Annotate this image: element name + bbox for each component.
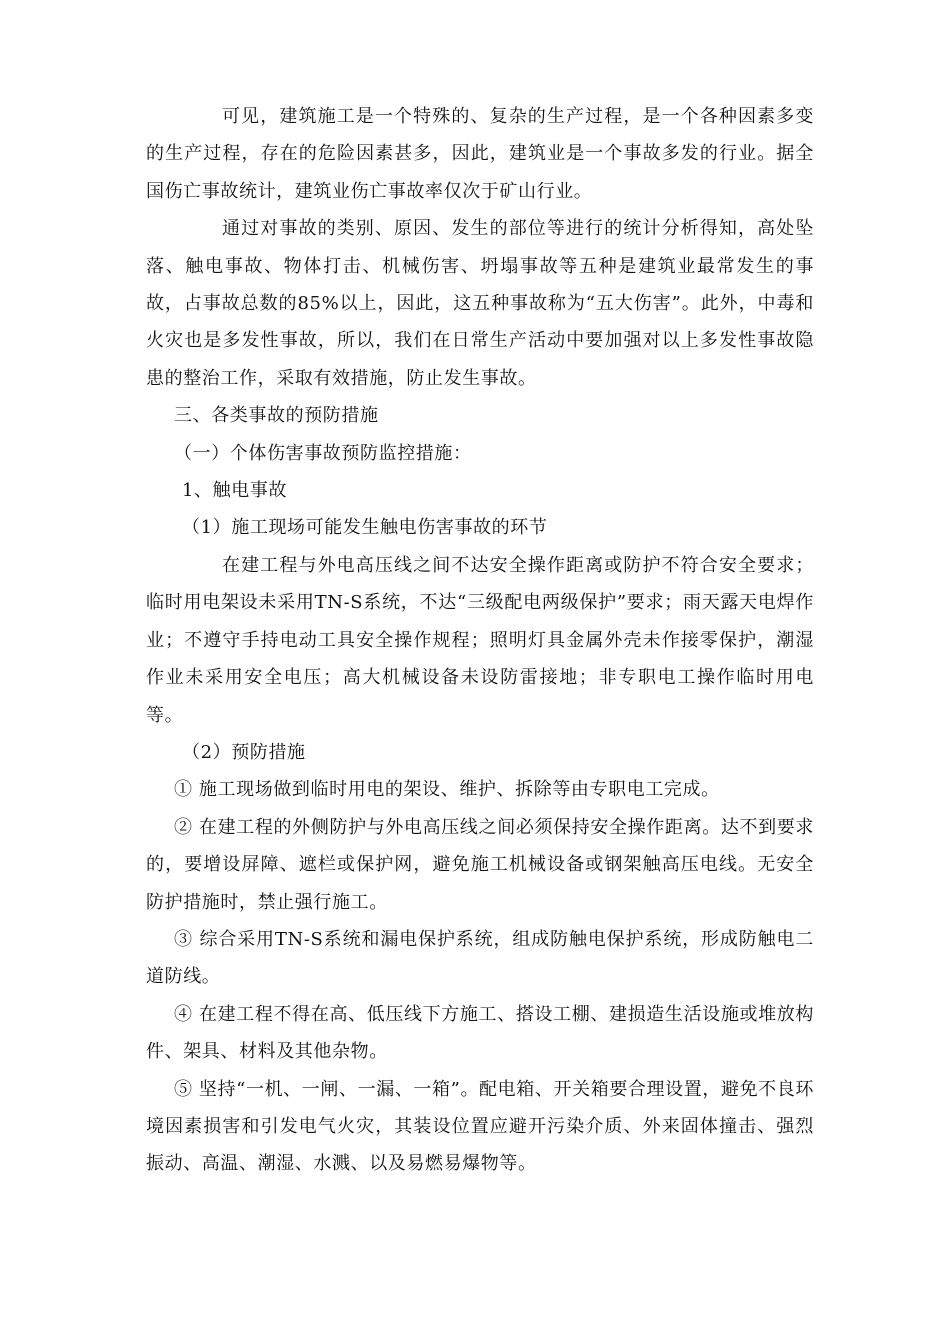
sub-heading-shock-risks: （1）施工现场可能发生触电伤害事故的环节 (182, 517, 548, 539)
paragraph-accident-statistics: 通过对事故的类别、原因、发生的部位等进行的统计分析得知，高处坠落、触电事故、物体打击、机械伤害、坍塌事故等五种是建筑业最常发生的事故，占事故总数的85%以上，因此，这五种事故称为“五大伤害”。此外，中毒和火灾也是多发性事故，所以，我们在日常生产活动中要加强对以上多发性事故隐患的整治工作，采取有效措施，防止发生事故。 (146, 218, 814, 389)
measure-item-3: ③ 综合采用TN-S系统和漏电保护系统，组成防触电保护系统，形成防触电二道防线。 (146, 928, 814, 988)
paragraph-shock-risks: 在建工程与外电高压线之间不达安全操作距离或防护不符合安全要求；临时用电架设未采用TN-S系统，不达“三级配电两级保护”要求；雨天露天电焊作业；不遵守手持电动工具安全操作规程；照明灯具金属外壳未作接零保护，潮湿作业未采用安全电压；高大机械设备未设防雷接地；非专职电工操作临时用电等。 (146, 554, 814, 726)
sub-heading-measures: （2）预防措施 (182, 741, 306, 763)
measure-item-1: ① 施工现场做到临时用电的架设、维护、拆除等由专职电工完成。 (174, 779, 720, 801)
measure-item-5: ⑤ 坚持“一机、一闸、一漏、一箱”。配电箱、开关箱要合理设置，避免不良环境因素损害和引发电气火灾，其装设位置应避开污染介质、外来固体撞击、强烈振动、高温、潮湿、水溅、以及易燃易爆物等。 (146, 1078, 814, 1175)
measure-item-2: ② 在建工程的外侧防护与外电高压线之间必须保持安全操作距离。达不到要求的，要增设屏障、遮栏或保护网，避免施工机械设备或钢架触高压电线。无安全防护措施时，禁止强行施工。 (146, 816, 814, 913)
item-heading-electric-shock: 1、触电事故 (182, 480, 288, 502)
document-body (146, 98, 814, 1183)
measure-item-4: ④ 在建工程不得在高、低压线下方施工、搭设工棚、建损造生活设施或堆放构件、架具、材料及其他杂物。 (146, 1003, 814, 1063)
subsection-heading-individual-injury: （一）个体伤害事故预防监控措施： (174, 442, 472, 464)
section-heading-prevention: 三、各类事故的预防措施 (174, 405, 379, 427)
paragraph-construction-hazards: 可见，建筑施工是一个特殊的、复杂的生产过程，是一个各种因素多变的生产过程，存在的危险因素甚多，因此，建筑业是一个事故多发的行业。据全国伤亡事故统计，建筑业伤亡事故率仅次于矿山行业。 (146, 106, 814, 202)
